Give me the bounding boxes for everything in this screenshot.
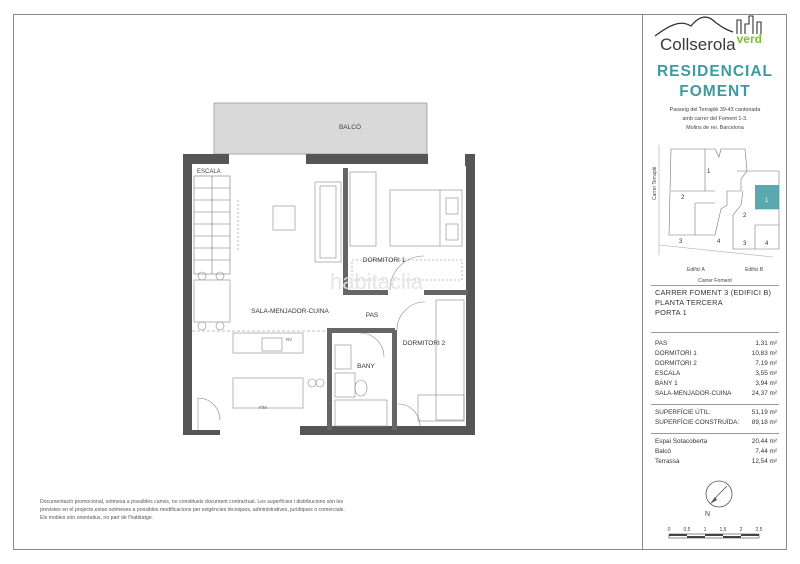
map-building-b: Edifici B <box>745 267 764 273</box>
extra-name: Terrassa <box>655 458 680 465</box>
watermark: habitaclia <box>330 269 423 294</box>
scale-tick: 1,5 <box>719 527 727 533</box>
total-name: SUPERFÍCIE ÚTIL: <box>655 409 711 416</box>
map-street-horizontal: Carrer Foment <box>698 278 732 284</box>
bath-label: BANY <box>357 363 375 370</box>
total-name: SUPERFÍCIE CONSTRUÏDA: <box>655 419 740 426</box>
address-line-1: Passeig del Terraplè 39-43 cantonada <box>669 107 761 113</box>
map-street-vertical: Carrer Terraplè <box>652 166 658 200</box>
scale-bar <box>665 523 775 545</box>
room-row <box>655 370 777 377</box>
extra-row <box>655 438 777 445</box>
brand-logo <box>660 32 762 55</box>
map-a-block-4: 4 <box>717 239 721 245</box>
disclaimer-line-1: Documentació promocional, sotmesa a possibles canvis, no constitueix document contractual. Les superfícies i distribucions són les <box>40 499 344 505</box>
project-title-line-1: RESIDENCIAL <box>656 63 774 80</box>
disclaimer-line-3: Els mobles són orientatius, no part de l'habitatge. <box>40 515 154 522</box>
fm-label: F/M <box>259 405 267 410</box>
highlighted-unit <box>755 185 779 209</box>
compass-icon <box>703 478 735 518</box>
scale-tick: 2,5 <box>755 527 763 533</box>
room-name: PAS <box>655 340 668 347</box>
room-name: ESCALA <box>655 370 681 377</box>
total-row <box>655 419 777 426</box>
scale-tick: 2 <box>739 527 743 533</box>
project-title-line-2: FOMENT <box>679 83 751 100</box>
extra-row <box>655 448 777 455</box>
bathroom-fixtures <box>335 333 387 426</box>
address-line-2: amb carrer del Foment 1-3. <box>682 116 748 122</box>
address <box>643 106 787 133</box>
room-name: DORMITORI 1 <box>655 350 697 357</box>
extra-name: Espai Sotacoberta <box>655 438 708 445</box>
map-b-block-3: 3 <box>743 241 747 247</box>
map-a-block-2: 2 <box>681 195 685 201</box>
map-b-block-2: 2 <box>743 213 747 219</box>
room-area: 7,19 m² <box>755 360 777 367</box>
room-name: BANY 1 <box>655 380 678 387</box>
bedroom2-label: DORMITORI 2 <box>402 340 446 347</box>
unit-floor: PLANTA TERCERA <box>655 298 723 307</box>
disclaimer-line-2: previstes en el projecte,estan sotmeses a possibles modificacions per exigències tècniques, administratives, jurídiques o comercials. <box>40 507 345 514</box>
extra-area: 20,44 m² <box>751 438 777 445</box>
unit-street: CARRER FOMENT 3 (EDIFICI B) <box>655 288 772 297</box>
room-area: 1,31 m² <box>755 340 777 347</box>
compass-north-label: N <box>705 511 711 518</box>
stairs-label: ESCALA <box>197 169 221 175</box>
map-a-block-1: 1 <box>707 169 711 175</box>
room-name: SALA-MENJADOR-CUINA <box>655 390 732 397</box>
room-area: 24,37 m² <box>751 390 777 397</box>
bedroom1-label: DORMITORI 1 <box>362 257 406 264</box>
room-area: 3,55 m² <box>755 370 777 377</box>
divider-2 <box>651 332 779 333</box>
unit-door: PORTA 1 <box>655 308 687 317</box>
extra-row <box>655 458 777 465</box>
map-b-block-1: 1 <box>765 198 769 204</box>
brand-accent: verd <box>736 32 762 46</box>
scale-tick: 1 <box>703 527 707 533</box>
disclaimer <box>40 498 380 522</box>
address-line-3: Molins de rei. Barcelona <box>686 125 744 131</box>
info-panel <box>643 14 787 550</box>
room-row <box>655 380 777 387</box>
rv-label: RV <box>286 337 293 342</box>
balcony-area <box>214 103 427 154</box>
divider-4 <box>651 433 779 434</box>
room-row <box>655 360 777 367</box>
room-row <box>655 350 777 357</box>
map-building-a: Edifici A <box>687 267 705 273</box>
extra-name: Balcó <box>655 448 671 455</box>
room-name: DORMITORI 2 <box>655 360 697 367</box>
map-b-block-4: 4 <box>765 241 769 247</box>
total-row <box>655 409 777 416</box>
room-row <box>655 390 777 397</box>
living-label: SALA-MENJADOR-CUINA <box>251 308 329 315</box>
total-area: 89,18 m² <box>751 419 777 426</box>
room-area: 10,83 m² <box>751 350 777 357</box>
divider-1 <box>651 285 779 286</box>
site-map <box>652 145 779 275</box>
hall-label: PAS <box>365 312 379 319</box>
extra-area: 7,44 m² <box>755 448 777 455</box>
brand-name: Collserola <box>660 35 736 54</box>
scale-tick: 0,5 <box>683 527 691 533</box>
kitchen <box>192 331 327 430</box>
divider-3 <box>651 404 779 405</box>
balcony-label: BALCÓ <box>338 124 362 131</box>
unit-info <box>655 288 771 318</box>
total-area: 51,19 m² <box>751 409 777 416</box>
room-row <box>655 340 777 347</box>
extra-area: 12,54 m² <box>751 458 777 465</box>
interior-walls <box>327 168 468 430</box>
stairs <box>194 176 230 274</box>
room-area: 3,94 m² <box>755 380 777 387</box>
bedroom2-furniture <box>397 300 464 426</box>
map-a-block-3: 3 <box>679 239 683 245</box>
scale-tick: 0 <box>667 527 671 533</box>
